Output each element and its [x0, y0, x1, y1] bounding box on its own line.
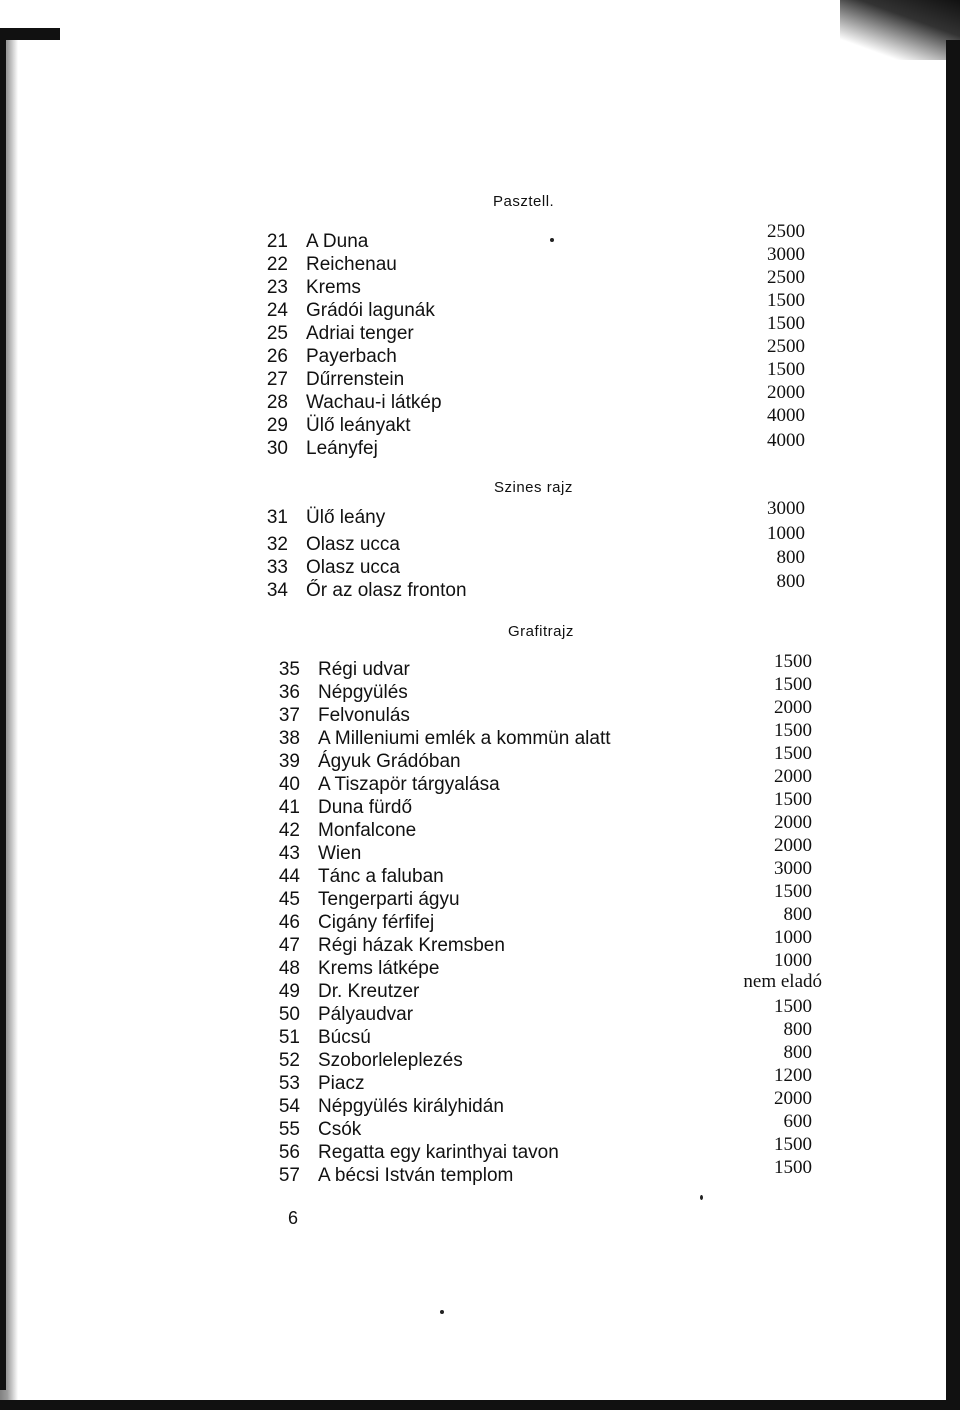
item-number: 46: [278, 912, 300, 933]
item-number: 34: [266, 580, 288, 601]
item-title: A Milleniumi emlék a kommün alatt: [318, 728, 611, 749]
item-title: Wachau-i látkép: [306, 392, 442, 413]
scan-edge-left-band: [0, 30, 6, 1390]
item-price: 2000: [774, 812, 812, 833]
item-number: 41: [278, 797, 300, 818]
item-number: 29: [266, 415, 288, 436]
item-title: Szoborleleplezés: [318, 1050, 463, 1071]
item-number: 44: [278, 866, 300, 887]
item-number: 32: [266, 534, 288, 555]
item-number: 38: [278, 728, 300, 749]
item-number: 51: [278, 1027, 300, 1048]
item-number: 27: [266, 369, 288, 390]
item-title: Wien: [318, 843, 362, 864]
item-price: 2000: [774, 835, 812, 856]
item-price: 2000: [774, 766, 812, 787]
item-price: 2000: [774, 697, 812, 718]
item-title: A Duna: [306, 231, 369, 252]
item-number: 56: [278, 1142, 300, 1163]
item-title: Olasz ucca: [306, 534, 400, 555]
item-price: 1500: [767, 359, 805, 380]
item-title: Pályaudvar: [318, 1004, 414, 1025]
item-number: 28: [266, 392, 288, 413]
item-price: 2500: [767, 336, 805, 357]
item-title: Ülő leány: [306, 507, 386, 528]
item-number: 43: [278, 843, 300, 864]
item-number: 31: [266, 507, 288, 528]
item-price: 1200: [774, 1065, 812, 1086]
item-number: 55: [278, 1119, 300, 1140]
item-price: 3000: [767, 244, 805, 265]
item-price: 3000: [767, 498, 805, 519]
item-title: Népgyülés királyhidán: [318, 1096, 504, 1117]
item-price: 800: [776, 571, 805, 592]
item-title: Reichenau: [306, 254, 397, 275]
item-title: Piacz: [318, 1073, 365, 1094]
item-number: 22: [266, 254, 288, 275]
item-number: 52: [278, 1050, 300, 1071]
item-number: 50: [278, 1004, 300, 1025]
item-number: 48: [278, 958, 300, 979]
item-price: nem eladó: [743, 971, 822, 992]
item-price: 2500: [767, 267, 805, 288]
section-heading-pasztell: Pasztell.: [493, 193, 555, 210]
item-number: 33: [266, 557, 288, 578]
item-number: 30: [266, 438, 288, 459]
item-title: Regatta egy karinthyai tavon: [318, 1142, 559, 1163]
scan-corner-top-left: [0, 28, 60, 40]
item-price: 3000: [774, 858, 812, 879]
item-price: 1000: [774, 927, 812, 948]
item-title: Adriai tenger: [306, 323, 414, 344]
item-price: 1500: [774, 651, 812, 672]
ink-speck: [440, 1310, 444, 1314]
item-title: Dr. Kreutzer: [318, 981, 420, 1002]
item-price: 800: [783, 1042, 812, 1063]
item-price: 1500: [774, 996, 812, 1017]
item-number: 45: [278, 889, 300, 910]
item-title: Népgyülés: [318, 682, 408, 703]
item-title: Leányfej: [306, 438, 378, 459]
item-title: Tengerparti ágyu: [318, 889, 460, 910]
item-price: 1000: [774, 950, 812, 971]
item-number: 35: [278, 659, 300, 680]
item-price: 4000: [767, 430, 805, 451]
section-heading-szines-rajz: Szines rajz: [494, 479, 573, 496]
item-number: 53: [278, 1073, 300, 1094]
item-title: Payerbach: [306, 346, 397, 367]
item-number: 23: [266, 277, 288, 298]
item-price: 1500: [774, 1134, 812, 1155]
section-heading-grafitrajz: Grafitrajz: [508, 623, 574, 640]
ink-speck: [700, 1195, 703, 1200]
item-number: 42: [278, 820, 300, 841]
ink-speck: [550, 238, 554, 242]
item-title: Búcsú: [318, 1027, 371, 1048]
item-title: Ülő leányakt: [306, 415, 411, 436]
item-price: 4000: [767, 405, 805, 426]
item-price: 2000: [767, 382, 805, 403]
item-number: 47: [278, 935, 300, 956]
item-number: 57: [278, 1165, 300, 1186]
item-number: 36: [278, 682, 300, 703]
item-number: 54: [278, 1096, 300, 1117]
item-title: Cigány férfifej: [318, 912, 435, 933]
item-price: 2500: [767, 221, 805, 242]
item-price: 1500: [774, 1157, 812, 1178]
item-price: 1000: [767, 523, 805, 544]
item-title: Tánc a faluban: [318, 866, 444, 887]
item-price: 1500: [774, 789, 812, 810]
page-number: 6: [288, 1208, 299, 1228]
item-title: Csók: [318, 1119, 362, 1140]
item-price: 800: [783, 1019, 812, 1040]
item-title: Felvonulás: [318, 705, 410, 726]
item-title: Őr az olasz fronton: [306, 580, 467, 601]
item-title: A bécsi István templom: [318, 1165, 514, 1186]
item-number: 40: [278, 774, 300, 795]
item-title: Dűrrenstein: [306, 369, 405, 390]
item-title: Duna fürdő: [318, 797, 413, 818]
scan-edge-bottom: [0, 1400, 960, 1410]
item-price: 800: [776, 547, 805, 568]
item-price: 2000: [774, 1088, 812, 1109]
item-number: 39: [278, 751, 300, 772]
item-price: 1500: [774, 720, 812, 741]
item-title: Krems látképe: [318, 958, 440, 979]
item-number: 25: [266, 323, 288, 344]
item-number: 37: [278, 705, 300, 726]
item-price: 1500: [774, 881, 812, 902]
item-price: 1500: [774, 674, 812, 695]
item-title: Régi udvar: [318, 659, 410, 680]
item-number: 49: [278, 981, 300, 1002]
item-title: Ágyuk Grádóban: [318, 751, 461, 772]
item-price: 600: [783, 1111, 812, 1132]
item-title: Régi házak Kremsben: [318, 935, 505, 956]
item-price: 800: [783, 904, 812, 925]
item-title: Krems: [306, 277, 361, 298]
item-number: 24: [266, 300, 288, 321]
item-number: 21: [266, 231, 288, 252]
item-price: 1500: [767, 290, 805, 311]
scan-corner-top-right: [840, 0, 960, 60]
item-title: Monfalcone: [318, 820, 417, 841]
item-title: Olasz ucca: [306, 557, 400, 578]
item-number: 26: [266, 346, 288, 367]
item-price: 1500: [767, 313, 805, 334]
item-title: Grádói lagunák: [306, 300, 435, 321]
scan-edge-right: [946, 40, 960, 1410]
item-title: A Tiszapör tárgyalása: [318, 774, 500, 795]
item-price: 1500: [774, 743, 812, 764]
